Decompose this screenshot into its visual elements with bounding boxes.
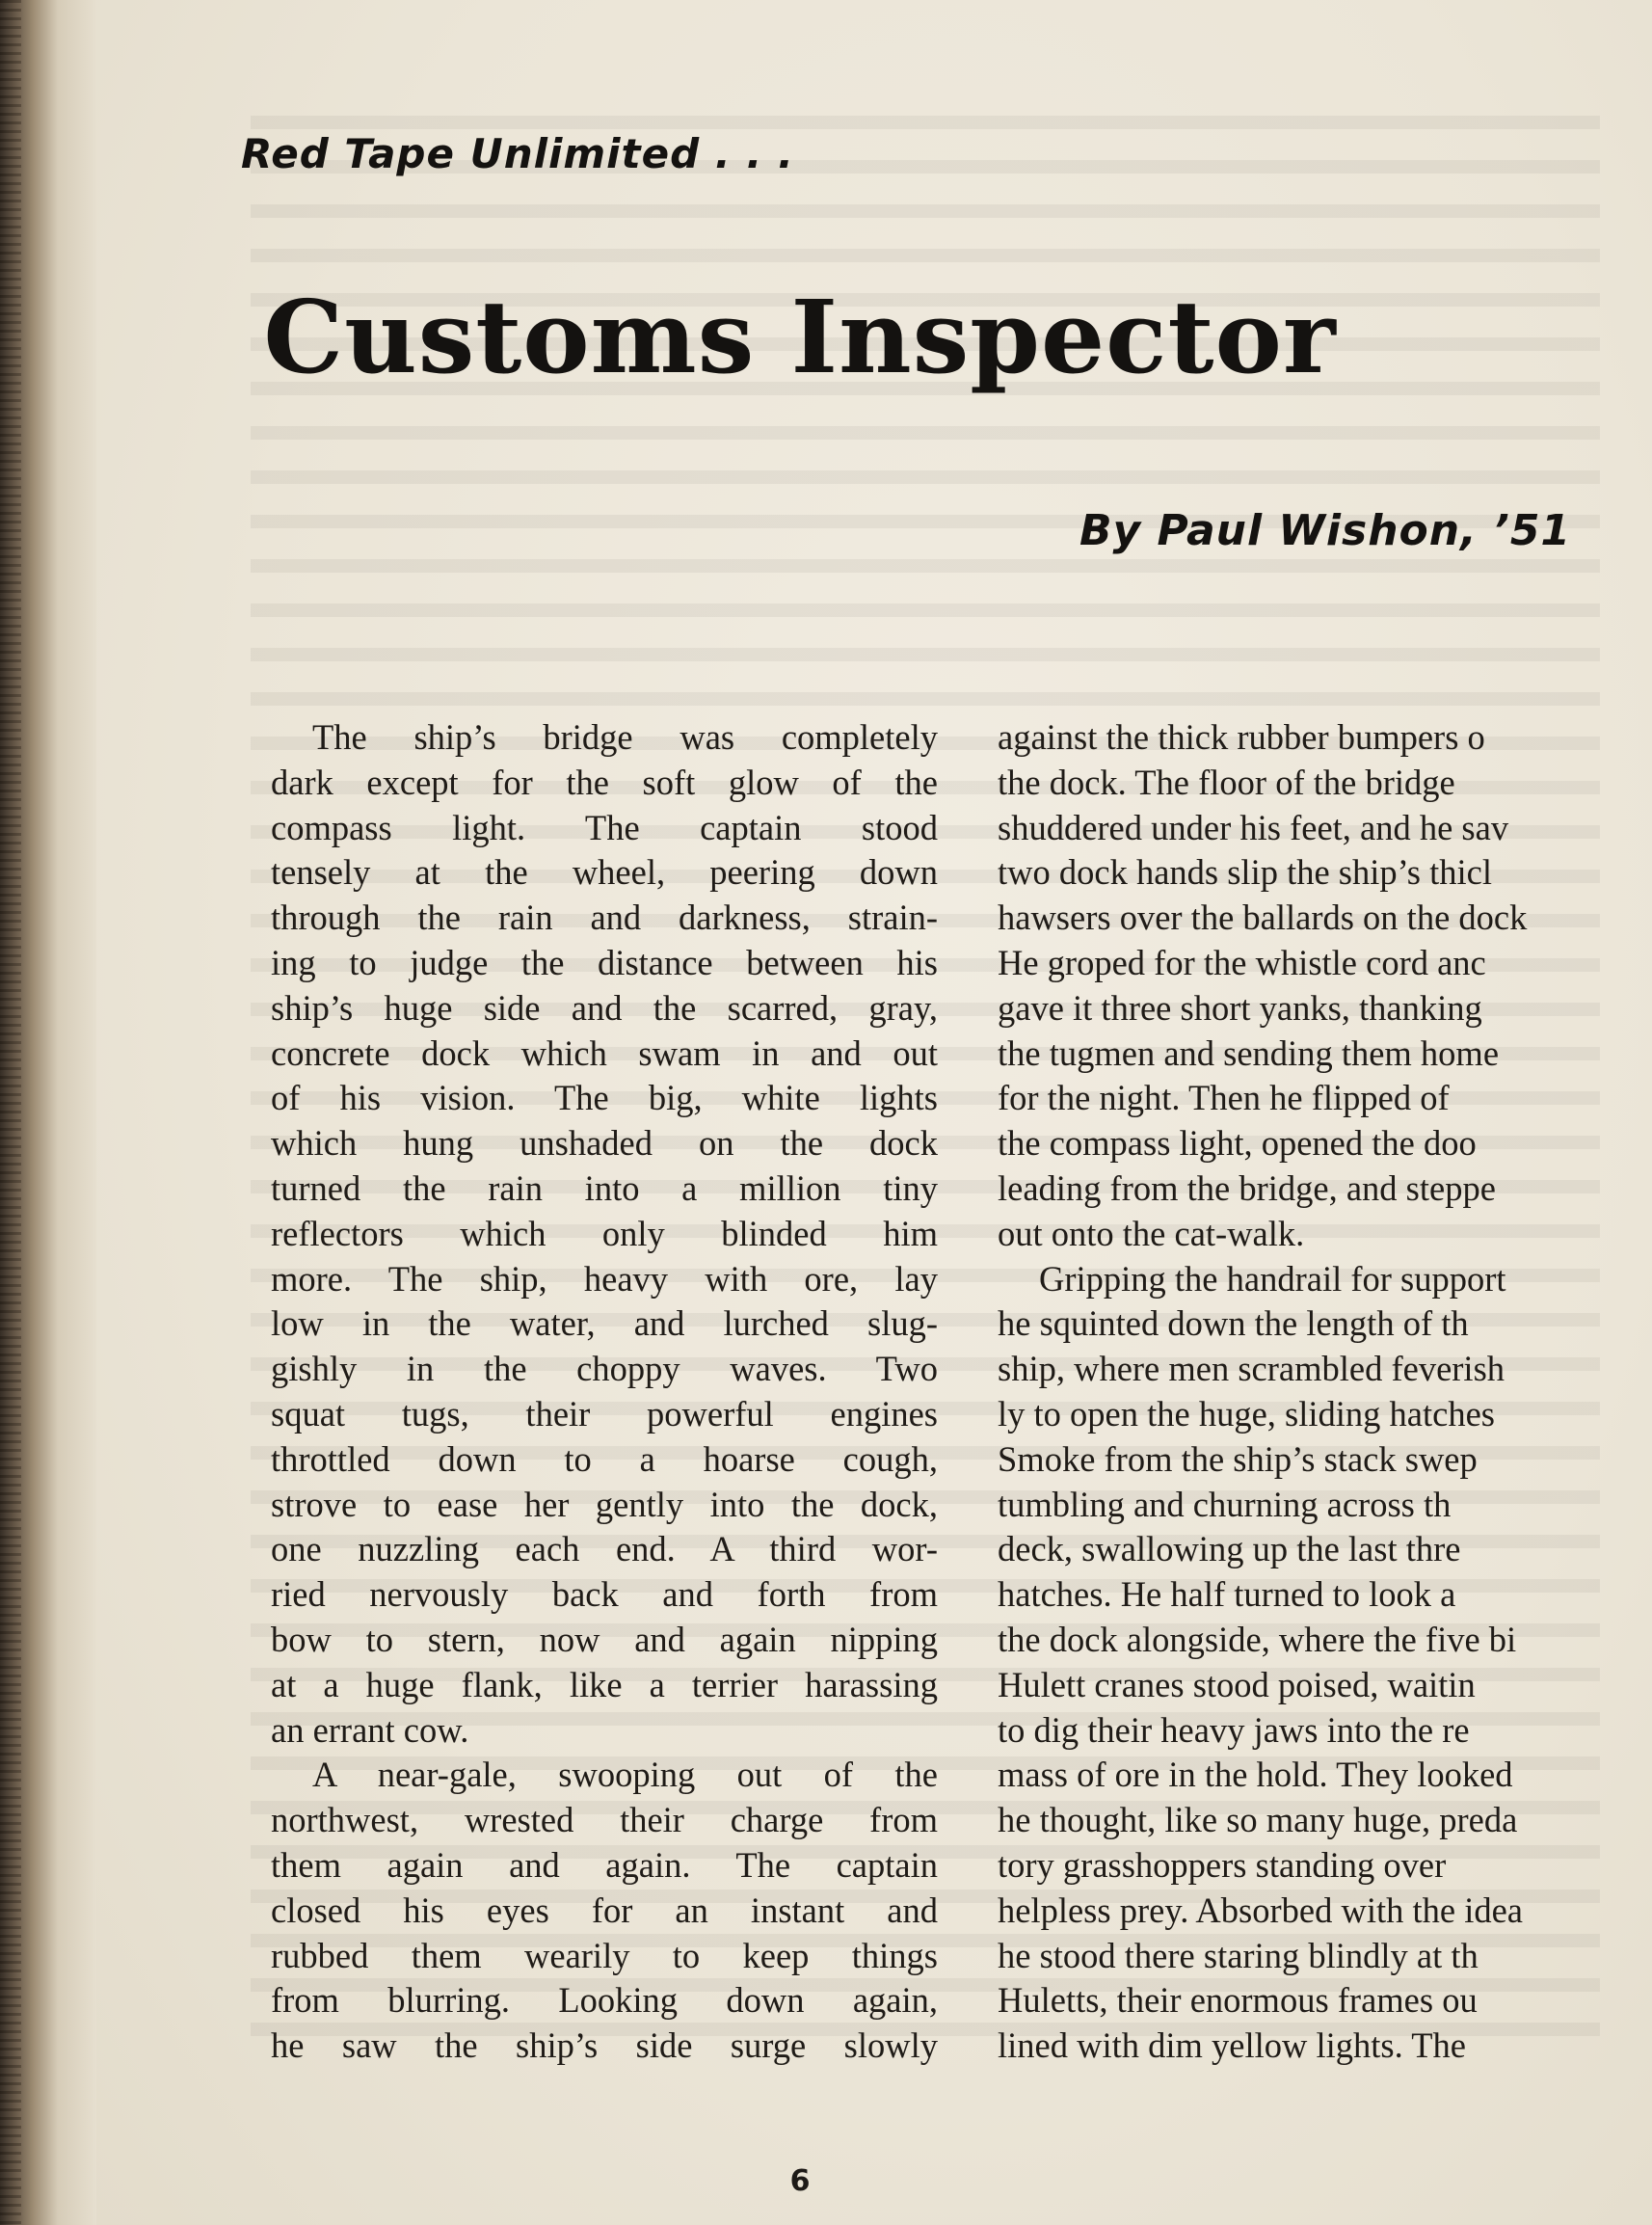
text-line: Huletts, their enormous frames ou [998, 1980, 1478, 2021]
text-line: leading from the bridge, and steppe [998, 1167, 1496, 1208]
series-heading: Red Tape Unlimited . . . [241, 130, 794, 177]
text-line: low in the water, and lurched slug- [271, 1303, 938, 1344]
text-line: to dig their heavy jaws into the re [998, 1709, 1470, 1750]
text-line: one nuzzling each end. A third wor- [271, 1529, 938, 1569]
text-line: an errant cow. [271, 1709, 469, 1750]
text-line: reflectors which only blinded him [271, 1213, 938, 1253]
text-line: compass light. The captain stood [271, 807, 938, 847]
text-line: tory grasshoppers standing over [998, 1844, 1447, 1885]
text-line: bow to stern, now and again nipping [271, 1619, 938, 1659]
text-line: Smoke from the ship’s stack swep [998, 1438, 1478, 1479]
text-line: closed his eyes for an instant and [271, 1890, 938, 1930]
text-line: the tugmen and sending them home [998, 1032, 1500, 1073]
text-line: through the rain and darkness, strain- [271, 898, 938, 938]
text-line: ship, where men scrambled feverish [998, 1349, 1505, 1389]
text-line: two dock hands slip the ship’s thicl [998, 852, 1492, 893]
text-line: deck, swallowing up the last thre [998, 1529, 1461, 1569]
right-column [998, 715, 1652, 2069]
left-column [271, 715, 938, 2069]
book-binding [0, 0, 96, 2225]
text-line: at a huge flank, like a terrier harassing [271, 1664, 938, 1704]
text-line: ly to open the huge, sliding hatches [998, 1393, 1495, 1434]
text-line: rubbed them wearily to keep things [271, 1935, 938, 1975]
text-line: Gripping the handrail for support [1039, 1258, 1506, 1299]
text-line: squat tugs, their powerful engines [271, 1393, 938, 1434]
text-line: He groped for the whistle cord anc [998, 942, 1486, 982]
text-line: he saw the ship’s side surge slowly [271, 2025, 938, 2066]
text-line: lined with dim yellow lights. The [998, 2025, 1466, 2066]
text-line: ing to judge the distance between his [271, 942, 938, 982]
text-line: tumbling and churning across th [998, 1484, 1452, 1524]
text-line: ship’s huge side and the scarred, gray, [271, 987, 938, 1028]
text-line: which hung unshaded on the dock [271, 1123, 938, 1164]
text-line: hatches. He half turned to look a [998, 1574, 1456, 1615]
text-line: tensely at the wheel, peering down [271, 852, 938, 893]
text-line: northwest, wrested their charge from [271, 1800, 938, 1840]
text-line: dark except for the soft glow of the [271, 762, 938, 802]
text-line: gishly in the choppy waves. Two [271, 1349, 938, 1389]
text-line: ried nervously back and forth from [271, 1574, 938, 1615]
text-line: he thought, like so many huge, preda [998, 1800, 1518, 1840]
text-line: gave it three short yanks, thanking [998, 987, 1482, 1028]
text-line: hawsers over the ballards on the dock [998, 898, 1528, 938]
text-line: the dock alongside, where the five bi [998, 1619, 1517, 1659]
text-line: against the thick rubber bumpers o [998, 717, 1485, 757]
text-line: helpless prey. Absorbed with the idea [998, 1890, 1524, 1930]
text-line: concrete dock which swam in and out [271, 1032, 938, 1073]
text-line: of his vision. The big, white lights [271, 1078, 938, 1118]
text-line: The ship’s bridge was completely [312, 717, 938, 757]
text-line: out onto the cat-walk. [998, 1213, 1305, 1253]
article-title: Customs Inspector [263, 278, 1337, 396]
byline: By Paul Wishon, ’51 [1079, 506, 1572, 555]
text-line: turned the rain into a million tiny [271, 1167, 938, 1208]
text-line: them again and again. The captain [271, 1844, 938, 1885]
text-line: throttled down to a hoarse cough, [271, 1438, 938, 1479]
text-line: he squinted down the length of th [998, 1303, 1469, 1344]
text-line: for the night. Then he flipped of [998, 1078, 1450, 1118]
text-line: he stood there staring blindly at th [998, 1935, 1479, 1975]
text-line: the dock. The floor of the bridge [998, 762, 1455, 802]
magazine-page [96, 0, 1652, 2225]
text-line: strove to ease her gently into the dock, [271, 1484, 938, 1524]
text-line: from blurring. Looking down again, [271, 1980, 938, 2021]
text-line: Hulett cranes stood poised, waitin [998, 1664, 1476, 1704]
text-line: the compass light, opened the doo [998, 1123, 1477, 1164]
text-line: more. The ship, heavy with ore, lay [271, 1258, 938, 1299]
text-line: mass of ore in the hold. They looked [998, 1755, 1513, 1795]
page-number: 6 [789, 2164, 811, 2198]
text-line: A near-gale, swooping out of the [312, 1755, 938, 1795]
text-line: shuddered under his feet, and he sav [998, 807, 1509, 847]
